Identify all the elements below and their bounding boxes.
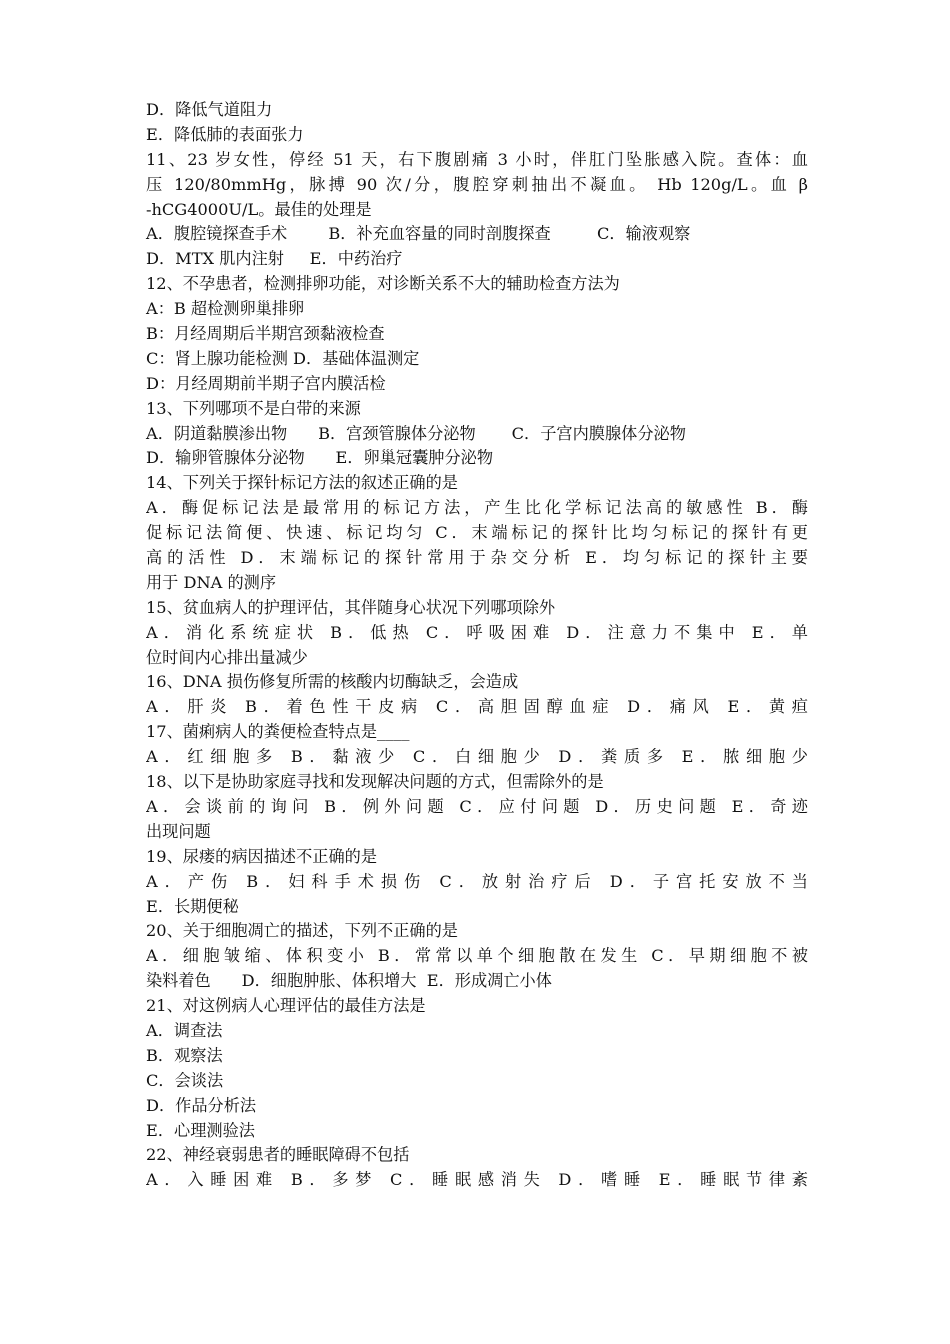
text-line: A．细胞皱缩、体积变小 B．常常以单个细胞散在发生 C．早期细胞不被 — [146, 946, 808, 966]
text-line: 促标记法简便、快速、标记均匀 C．末端标记的探针比均匀标记的探针有更 — [146, 523, 808, 543]
text-line: E．心理测验法 — [146, 1120, 255, 1140]
text-line: D：月经周期前半期子宫内膜活检 — [146, 373, 386, 393]
text-line: 20、关于细胞凋亡的描述，下列不正确的是 — [146, 921, 458, 941]
text-line: A．阴道黏膜渗出物 B．宫颈管腺体分泌物 C．子宫内膜腺体分泌物 — [146, 423, 686, 443]
text-line: 染料着色 D．细胞肿胀、体积增大 E．形成凋亡小体 — [146, 971, 552, 991]
text-line: 12、不孕患者，检测排卵功能，对诊断关系不大的辅助检查方法为 — [146, 274, 620, 294]
text-line: 13、下列哪项不是白带的来源 — [146, 398, 361, 418]
text-line: A．肝炎 B．着色性干皮病 C．高胆固醇血症 D．痛风 E．黄疸 — [146, 697, 808, 717]
text-line: A．调查法 — [146, 1020, 223, 1040]
text-line: A：B 超检测卵巢排卵 — [146, 299, 305, 319]
text-line: D．输卵管腺体分泌物 E．卵巢冠囊肿分泌物 — [146, 448, 494, 468]
text-line: A．会谈前的询问 B．例外问题 C．应付问题 D．历史问题 E．奇迹 — [146, 796, 808, 816]
text-line: E．长期便秘 — [146, 896, 239, 916]
text-line: 22、神经衰弱患者的睡眠障碍不包括 — [146, 1145, 410, 1165]
text-line: C：肾上腺功能检测 D．基础体温测定 — [146, 348, 420, 368]
text-line: 高的活性 D．末端标记的探针常用于杂交分析 E．均匀标记的探针主要 — [146, 548, 808, 568]
text-line: 19、尿瘘的病因描述不正确的是 — [146, 846, 378, 866]
text-line: A．酶促标记法是最常用的标记方法，产生比化学标记法高的敏感性 B．酶 — [146, 498, 808, 518]
text-line: 15、贫血病人的护理评估，其伴随身心状况下列哪项除外 — [146, 597, 556, 617]
text-line: A．腹腔镜探查手术 B．补充血容量的同时剖腹探查 C．输液观察 — [146, 224, 691, 244]
text-line: 出现问题 — [146, 821, 211, 841]
document-body — [146, 98, 808, 1193]
text-line: C．会谈法 — [146, 1070, 224, 1090]
text-line: -hCG4000U/L。最佳的处理是 — [146, 199, 372, 219]
text-line: 17、菌痢病人的粪便检查特点是____ — [146, 722, 410, 742]
text-line: D．降低气道阻力 — [146, 100, 273, 119]
text-line: 11、23 岁女性，停经 51 天，右下腹剧痛 3 小时，伴肛门坠胀感入院。查体：血 — [146, 149, 808, 169]
text-line: D．作品分析法 — [146, 1095, 257, 1115]
text-line: B．观察法 — [146, 1045, 223, 1065]
text-line: 18、以下是协助家庭寻找和发现解决问题的方式，但需除外的是 — [146, 772, 604, 792]
text-line: B：月经周期后半期宫颈黏液检查 — [146, 324, 385, 344]
text-line: A．产伤 B．妇科手术损伤 C．放射治疗后 D．子宫托安放不当 — [146, 871, 808, 891]
text-line: A．入睡困难 B．多梦 C．睡眠感消失 D．嗜睡 E．睡眠节律紊 — [146, 1170, 808, 1190]
text-line: A．红细胞多 B．黏液少 C．白细胞少 D．粪质多 E．脓细胞少 — [146, 747, 808, 767]
text-line: 位时间内心排出量减少 — [146, 647, 308, 667]
text-line: 21、对这例病人心理评估的最佳方法是 — [146, 996, 426, 1016]
text-line: 压 120/80mmHg，脉搏 90 次/分，腹腔穿刺抽出不凝血。 Hb 120g/L。血 β — [146, 174, 808, 194]
text-line: D．MTX 肌内注射 E．中药治疗 — [146, 249, 403, 269]
text-line: 16、DNA 损伤修复所需的核酸内切酶缺乏，会造成 — [146, 672, 519, 692]
text-line: 14、下列关于探针标记方法的叙述正确的是 — [146, 473, 458, 493]
text-line: A．消化系统症状 B．低热 C．呼吸困难 D．注意力不集中 E．单 — [146, 622, 808, 642]
text-line: 用于 DNA 的测序 — [146, 572, 277, 592]
text-line: E．降低肺的表面张力 — [146, 124, 304, 144]
